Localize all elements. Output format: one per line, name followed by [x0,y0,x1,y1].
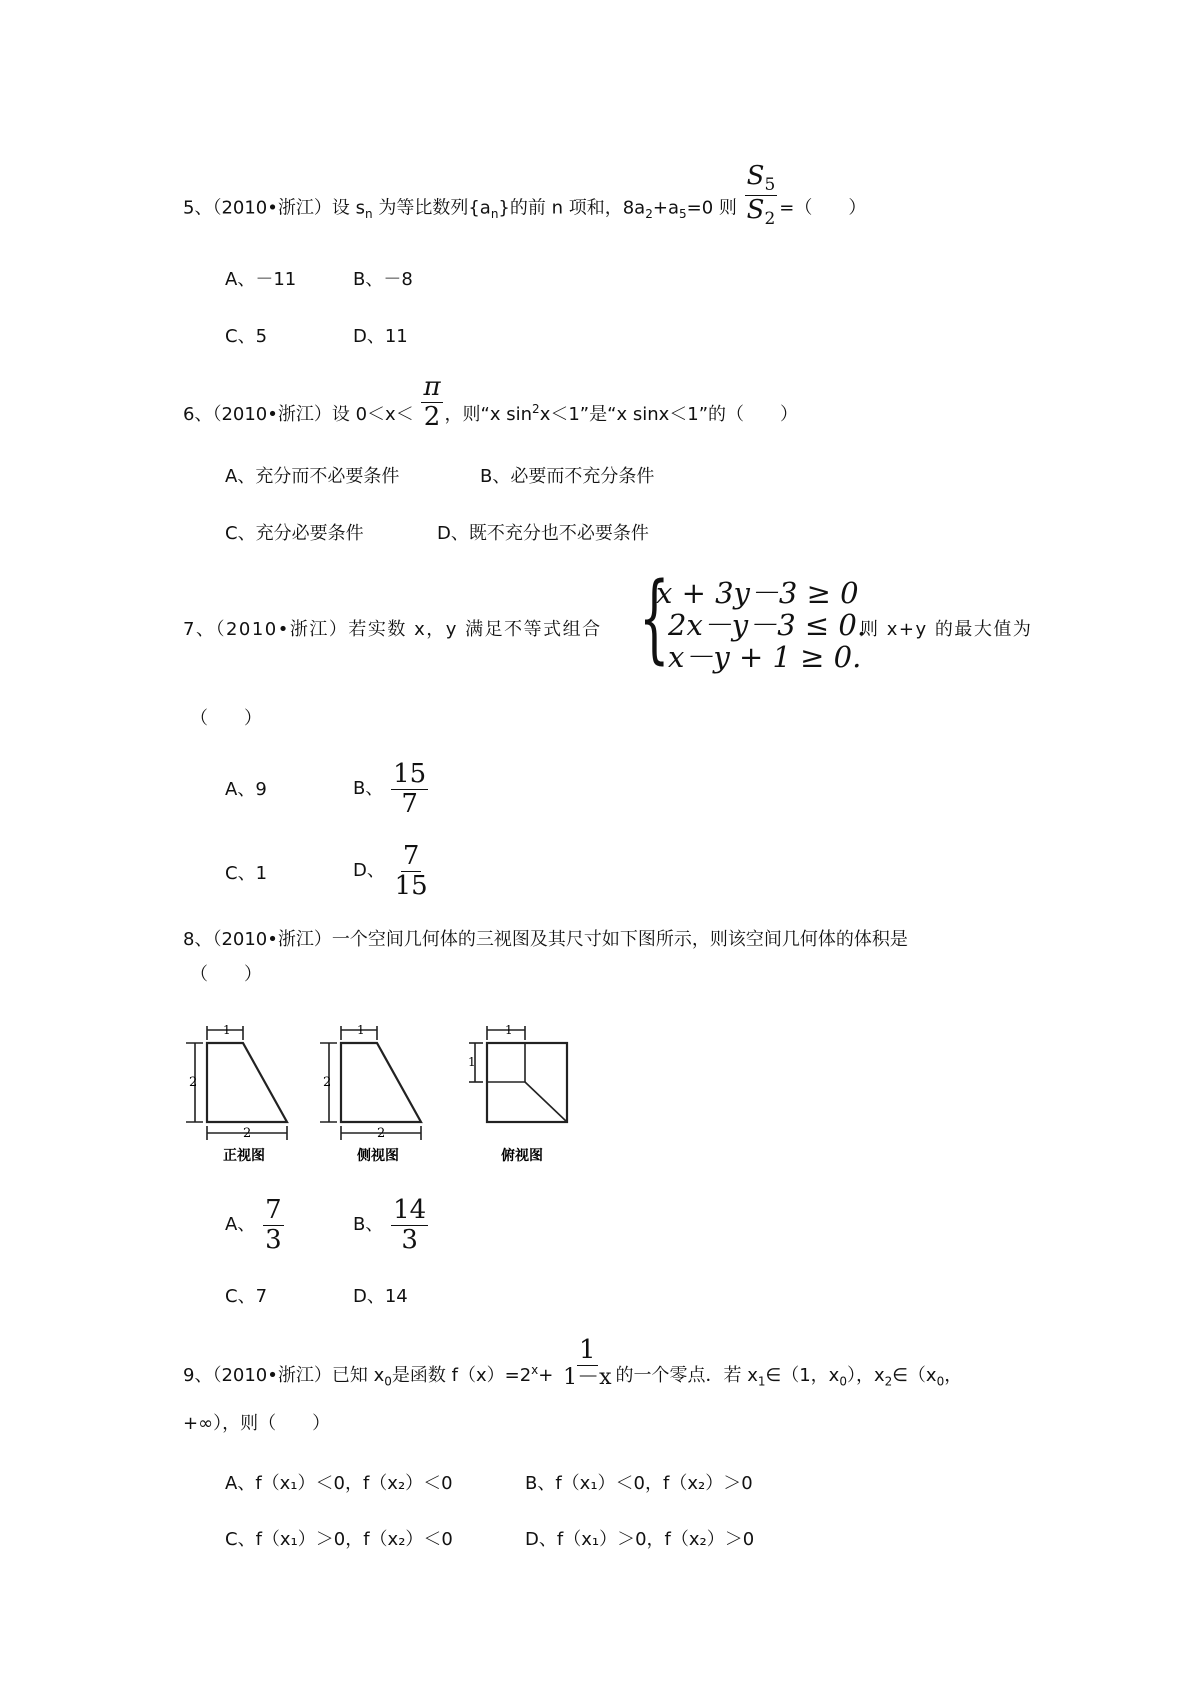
top-dim-one-horizontal: 1 [505,1023,513,1037]
q7-paren: （ ） [190,708,262,729]
q6-option-b: B、必要而不充分条件 [480,466,655,487]
q7-option-b: B、 $\frac{15}{7}$ [353,759,427,819]
q6-option-a: A、充分而不必要条件 [225,466,400,487]
side-view-label: 侧视图 [357,1148,399,1164]
q8-stem: 8、（2010•浙江）一个空间几何体的三视图及其尺寸如下图所示，则该空间几何体的体积是 [183,929,908,950]
side-dim-one: 1 [357,1023,365,1037]
q9-option-a: A、f（x₁）＜0，f（x₂）＜0 [225,1473,453,1494]
q5-option-c: C、5 [225,326,268,347]
q9-option-c: C、f（x₁）＞0，f（x₂）＜0 [225,1529,453,1550]
q9-option-d: D、f（x₁）＞0，f（x₂）＞0 [525,1529,755,1550]
q7-ineq-2: 2x－y－3 ≤ 0. [668,608,867,642]
q5-fraction: $\frac{S_5}{S_2}$ [746,161,776,230]
q5-stem: 5、（2010•浙江）设 $s_n$ 为等比数列$\{a_n\}$的前 n 项和，$8a_2+a_5=0$ 则 $\frac{S_5}{S_2}$ =（ ） [183,161,867,230]
side-view [320,1026,421,1140]
q9-fraction: $\frac{1}{1-x}$ [563,1335,612,1390]
side-dim-height: 2 [323,1075,332,1090]
three-view-figure [183,1020,603,1166]
q7-option-a: A、9 [225,779,267,800]
top-view [469,1026,567,1122]
q6-option-d: D、既不充分也不必要条件 [437,523,649,544]
q7-option-c: C、1 [225,863,268,884]
top-dim-one-vertical: 1 [468,1055,476,1069]
q7-ineq-3: x－y + 1 ≥ 0. [668,640,862,674]
side-dim-width: 2 [377,1126,386,1141]
q6-fraction: $\frac{\pi}{2}$ [423,371,441,432]
q5-option-a: A、－11 [225,269,297,290]
q8-paren: （ ） [190,964,262,985]
front-dim-one: 1 [223,1023,231,1037]
q8-option-b: B、 $\frac{14}{3}$ [353,1195,427,1255]
front-view-label: 正视图 [223,1148,265,1164]
q7-option-d: D、 $\frac{7}{15}$ [353,841,428,901]
q8-option-a: A、 $\frac{7}{3}$ [225,1195,282,1255]
q5-option-b: B、－8 [353,269,413,290]
q6-stem: 6、（2010•浙江）设 0＜x＜ $\frac{\pi}{2}$ ，则“x $\sin^2x<1$”是“x sinx＜1”的（ ） [183,371,799,432]
q7-stem: 7、（2010•浙江）若实数 x，y 满足不等式组合 [183,619,602,640]
q9-option-b: B、f（x₁）＜0，f（x₂）＞0 [525,1473,753,1494]
q7-tail: 则 x+y 的最大值为 [860,619,1033,640]
q5-option-d: D、11 [353,326,408,347]
brace-glyph: { [639,562,670,674]
q8-option-d: D、14 [353,1286,408,1307]
top-view-label: 俯视图 [501,1148,543,1164]
front-dim-width: 2 [243,1126,252,1141]
q6-option-c: C、充分必要条件 [225,523,364,544]
q9-stem-line2: +∞），则（ ） [183,1413,331,1434]
q7-ineq-1: x + 3y－3 ≥ 0 [656,576,859,610]
q8-option-c: C、7 [225,1286,268,1307]
front-dim-height: 2 [189,1075,198,1090]
q9-stem: 9、（2010•浙江）已知 $x_0$是函数 $f(x)=2^x+$ $\frac{1}{1-x}$ 的一个零点．若 $x_1\in(1$，$x_0$），$x_2\in(x_0$， [183,1335,963,1390]
front-view [186,1026,287,1140]
